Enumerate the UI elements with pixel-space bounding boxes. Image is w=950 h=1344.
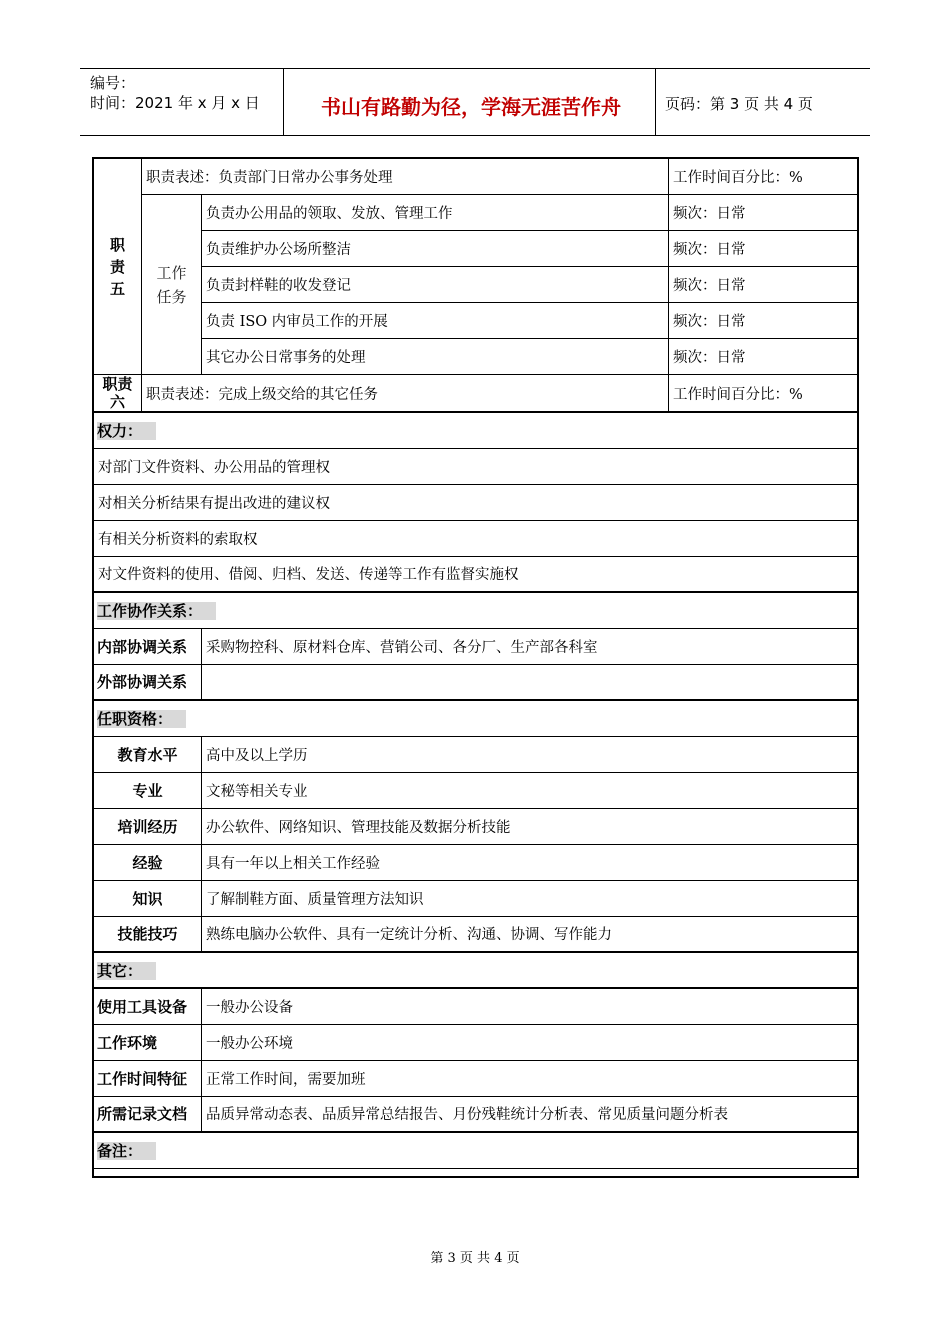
duty5-task-freq: 频次：日常 (669, 303, 859, 339)
duty6-description: 职责表述：完成上级交给的其它任务 (142, 375, 669, 413)
other-row (94, 1096, 859, 1132)
duty5-task-freq: 频次：日常 (669, 267, 859, 303)
other-row (94, 988, 859, 1024)
authority-row (94, 520, 859, 556)
qualification-value: 高中及以上学历 (202, 736, 859, 772)
duty5-task-text: 负责封样鞋的收发登记 (202, 267, 669, 303)
authority-title-row (94, 412, 859, 448)
qualification-row (94, 844, 859, 880)
authority-row (94, 448, 859, 484)
page-header (80, 68, 870, 136)
duty5-task-text: 其它办公日常事务的处理 (202, 339, 669, 375)
other-value: 一般办公设备 (202, 988, 859, 1024)
qualification-row (94, 772, 859, 808)
authority-row (94, 484, 859, 520)
header-meta (90, 73, 260, 113)
remarks-title: 备注： (94, 1132, 859, 1168)
relations-title: 工作协作关系： (94, 592, 859, 628)
duty5-task-row (94, 231, 859, 267)
other-label: 工作时间特征 (94, 1060, 202, 1096)
qualification-title-row (94, 700, 859, 736)
qualification-label: 培训经历 (94, 808, 202, 844)
authority-row (94, 556, 859, 592)
duty5-description: 职责表述：负责部门日常办公事务处理 (142, 159, 669, 195)
internal-relations-value: 采购物控科、原材料仓库、营销公司、各分厂、生产部各科室 (202, 628, 859, 664)
relations-title-row (94, 592, 859, 628)
other-title-row (94, 952, 859, 988)
duty5-task-row (94, 303, 859, 339)
external-relations-label: 外部协调关系 (94, 664, 202, 700)
other-title: 其它： (94, 952, 859, 988)
other-row (94, 1060, 859, 1096)
authority-item: 对相关分析结果有提出改进的建议权 (94, 484, 859, 520)
qualification-label: 专业 (94, 772, 202, 808)
header-motto: 书山有路勤为径，学海无涯苦作舟 (321, 95, 621, 119)
other-label: 使用工具设备 (94, 988, 202, 1024)
duty5-task-freq: 频次：日常 (669, 195, 859, 231)
duty5-task-freq: 频次：日常 (669, 339, 859, 375)
qualification-value: 文秘等相关专业 (202, 772, 859, 808)
doc-number-label: 编号： (90, 74, 136, 92)
authority-item: 对部门文件资料、办公用品的管理权 (94, 448, 859, 484)
header-page-info: 页码：第 3 页 共 4 页 (665, 95, 813, 113)
duty5-task-row (94, 195, 859, 231)
duty6-time-percent: 工作时间百分比：% (669, 375, 859, 413)
duty5-label: 职 责 五 (94, 159, 142, 375)
qualification-row (94, 808, 859, 844)
qualification-row (94, 736, 859, 772)
relations-internal-row (94, 628, 859, 664)
other-value: 一般办公环境 (202, 1024, 859, 1060)
qualification-label: 经验 (94, 844, 202, 880)
qualification-value: 了解制鞋方面、质量管理方法知识 (202, 880, 859, 916)
internal-relations-label: 内部协调关系 (94, 628, 202, 664)
duty5-task-freq: 频次：日常 (669, 231, 859, 267)
date-label: 时间：2021 年 x 月 x 日 (90, 94, 260, 112)
qualification-row (94, 916, 859, 952)
duty5-time-percent: 工作时间百分比：% (669, 159, 859, 195)
authority-item: 对文件资料的使用、借阅、归档、发送、传递等工作有监督实施权 (94, 556, 859, 592)
duty5-task-text: 负责维护办公场所整洁 (202, 231, 669, 267)
job-description-table (93, 158, 859, 1169)
other-row (94, 1024, 859, 1060)
qualification-value: 具有一年以上相关工作经验 (202, 844, 859, 880)
external-relations-value (202, 664, 859, 700)
other-value: 正常工作时间，需要加班 (202, 1060, 859, 1096)
remarks-row (94, 1132, 859, 1168)
page-footer: 第 3 页 共 4 页 (430, 1251, 520, 1266)
other-value: 品质异常动态表、品质异常总结报告、月份残鞋统计分析表、常见质量问题分析表 (202, 1096, 859, 1132)
qualification-row (94, 880, 859, 916)
header-divider (655, 69, 656, 135)
duty6-label: 职责 六 (94, 375, 142, 413)
duty5-task-row (94, 267, 859, 303)
header-divider (283, 69, 284, 135)
duty5-task-row (94, 339, 859, 375)
duty5-task-text: 负责办公用品的领取、发放、管理工作 (202, 195, 669, 231)
other-label: 工作环境 (94, 1024, 202, 1060)
duty5-task-text: 负责 ISO 内审员工作的开展 (202, 303, 669, 339)
duty6-row (94, 375, 859, 413)
qualification-label: 知识 (94, 880, 202, 916)
duty5-description-row (94, 159, 859, 195)
authority-title: 权力： (94, 412, 859, 448)
other-label: 所需记录文档 (94, 1096, 202, 1132)
authority-item: 有相关分析资料的索取权 (94, 520, 859, 556)
relations-external-row (94, 664, 859, 700)
qualification-title: 任职资格： (94, 700, 859, 736)
qualification-value: 办公软件、网络知识、管理技能及数据分析技能 (202, 808, 859, 844)
qualification-label: 教育水平 (94, 736, 202, 772)
duty5-task-label: 工作 任务 (142, 195, 202, 375)
qualification-label: 技能技巧 (94, 916, 202, 952)
qualification-value: 熟练电脑办公软件、具有一定统计分析、沟通、协调、写作能力 (202, 916, 859, 952)
